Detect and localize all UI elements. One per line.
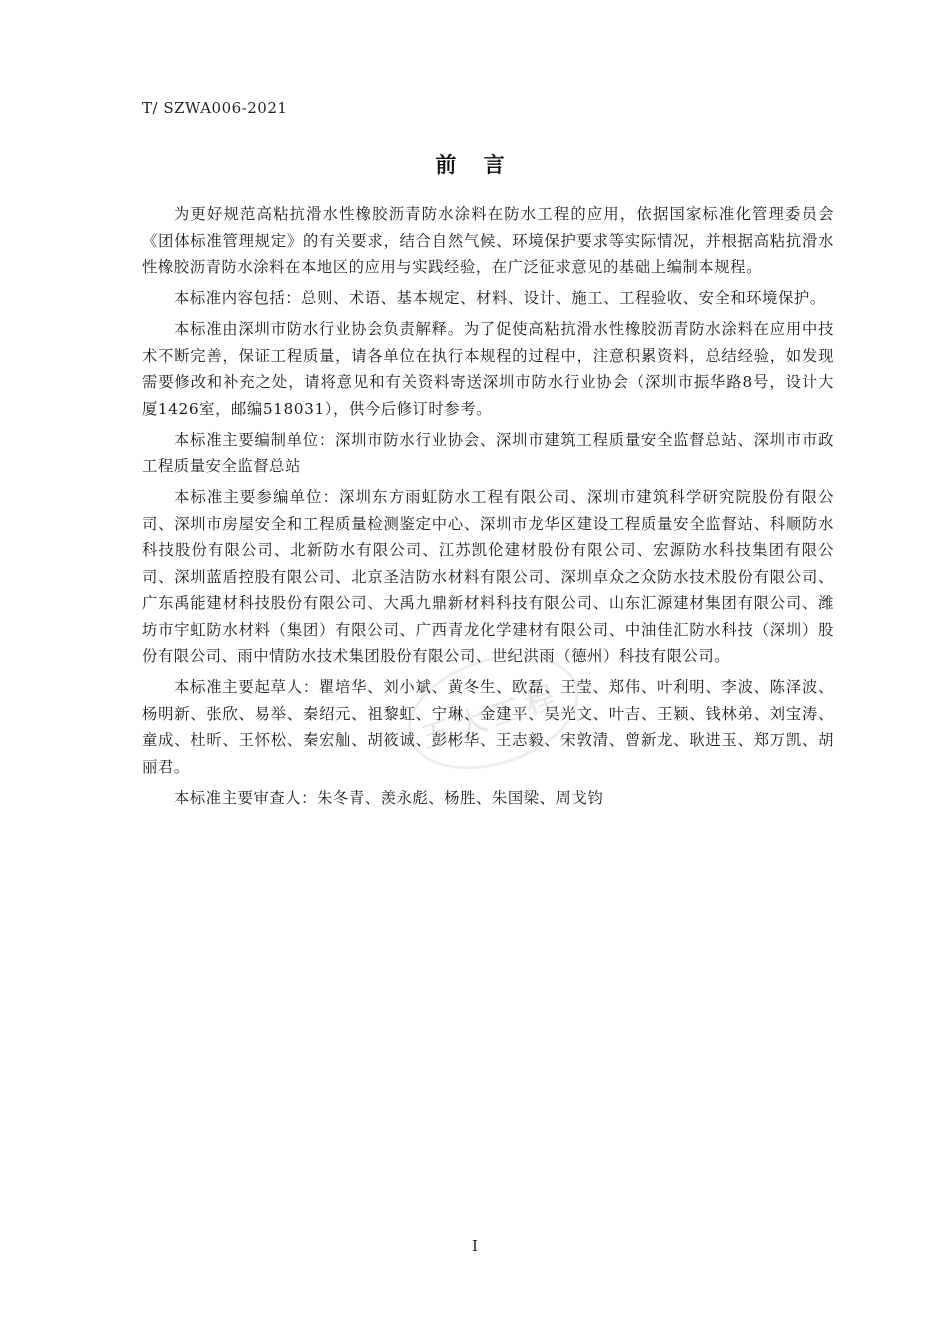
paragraph-reviewers: 本标准主要审查人：朱冬青、羡永彪、杨胜、朱国梁、周戈钧 [174,788,604,807]
paragraph-interpretation: 本标准由深圳市防水行业协会负责解释。为了促使高粘抗滑水性橡胶沥青防水涂料在应用中技术不断完善，保证工程质量，请各单位在执行本规程的过程中，注意积累资料，总结经验，如发现需要修改和补充之处，请将意见和有关资料寄送深圳市防水行业协会（深圳市振华路8号，设计大厦1426室，邮编518031），供今后修订时参考。 [142,320,834,418]
page-title: 前 言 [435,153,515,177]
paragraph-contents: 本标准内容包括：总则、术语、基本规定、材料、设计、施工、工程验收、安全和环境保护。 [174,289,826,307]
paragraph-chief-units: 本标准主要编制单位：深圳市防水行业协会、深圳市建筑工程质量安全监督总站、深圳市市政工程质量安全监督总站 [142,430,834,475]
paragraph-participating-units: 本标准主要参编单位：深圳东方雨虹防水工程有限公司、深圳市建筑科学研究院股份有限公司、深圳市房屋安全和工程质量检测鉴定中心、深圳市龙华区建设工程质量安全监督站、科顺防水科技股份有限公司、北新防水有限公司、江苏凯伦建材股份有限公司、宏源防水科技集团有限公司、深圳蓝盾控股有限公司、北京圣洁防水材料有限公司、深圳卓众之众防水技术股份有限公司、广东禹能建材科技股份有限公司、大禹九鼎新材料科技有限公司、山东汇源建材集团有限公司、潍坊市宇虹防水材料（集团）有限公司、广西青龙化学建材有限公司、中油佳汇防水科技（深圳）股份有限公司、雨中情防水技术集团股份有限公司、世纪洪雨（德州）科技有限公司。 [142,488,834,665]
page-number: I [472,1237,478,1255]
document-code: T/ SZWA006-2021 [142,99,288,117]
paragraph-drafters: 本标准主要起草人：瞿培华、刘小斌、黄冬生、欧磊、王莹、郑伟、叶利明、李波、陈泽波、杨明新、张欣、易举、秦绍元、祖黎虹、宁琳、金建平、吴光文、叶吉、王颖、钱林弟、刘宝涛、童成、杜昕、王怀松、秦宏舢、胡筱诚、彭彬华、王志毅、宋敦清、曾新龙、耿进玉、郑万凯、胡丽君。 [142,678,834,776]
paragraph-purpose: 为更好规范高粘抗滑水性橡胶沥青防水涂料在防水工程的应用，依据国家标准化管理委员会《团体标准管理规定》的有关要求，结合自然气候、环境保护要求等实际情况，并根据高粘抗滑水性橡胶沥青防水涂料在本地区的应用与实践经验，在广泛征求意见的基础上编制本规程。 [142,205,834,276]
preface-body [142,201,834,816]
stamp-text: 五大工程 [417,678,566,757]
